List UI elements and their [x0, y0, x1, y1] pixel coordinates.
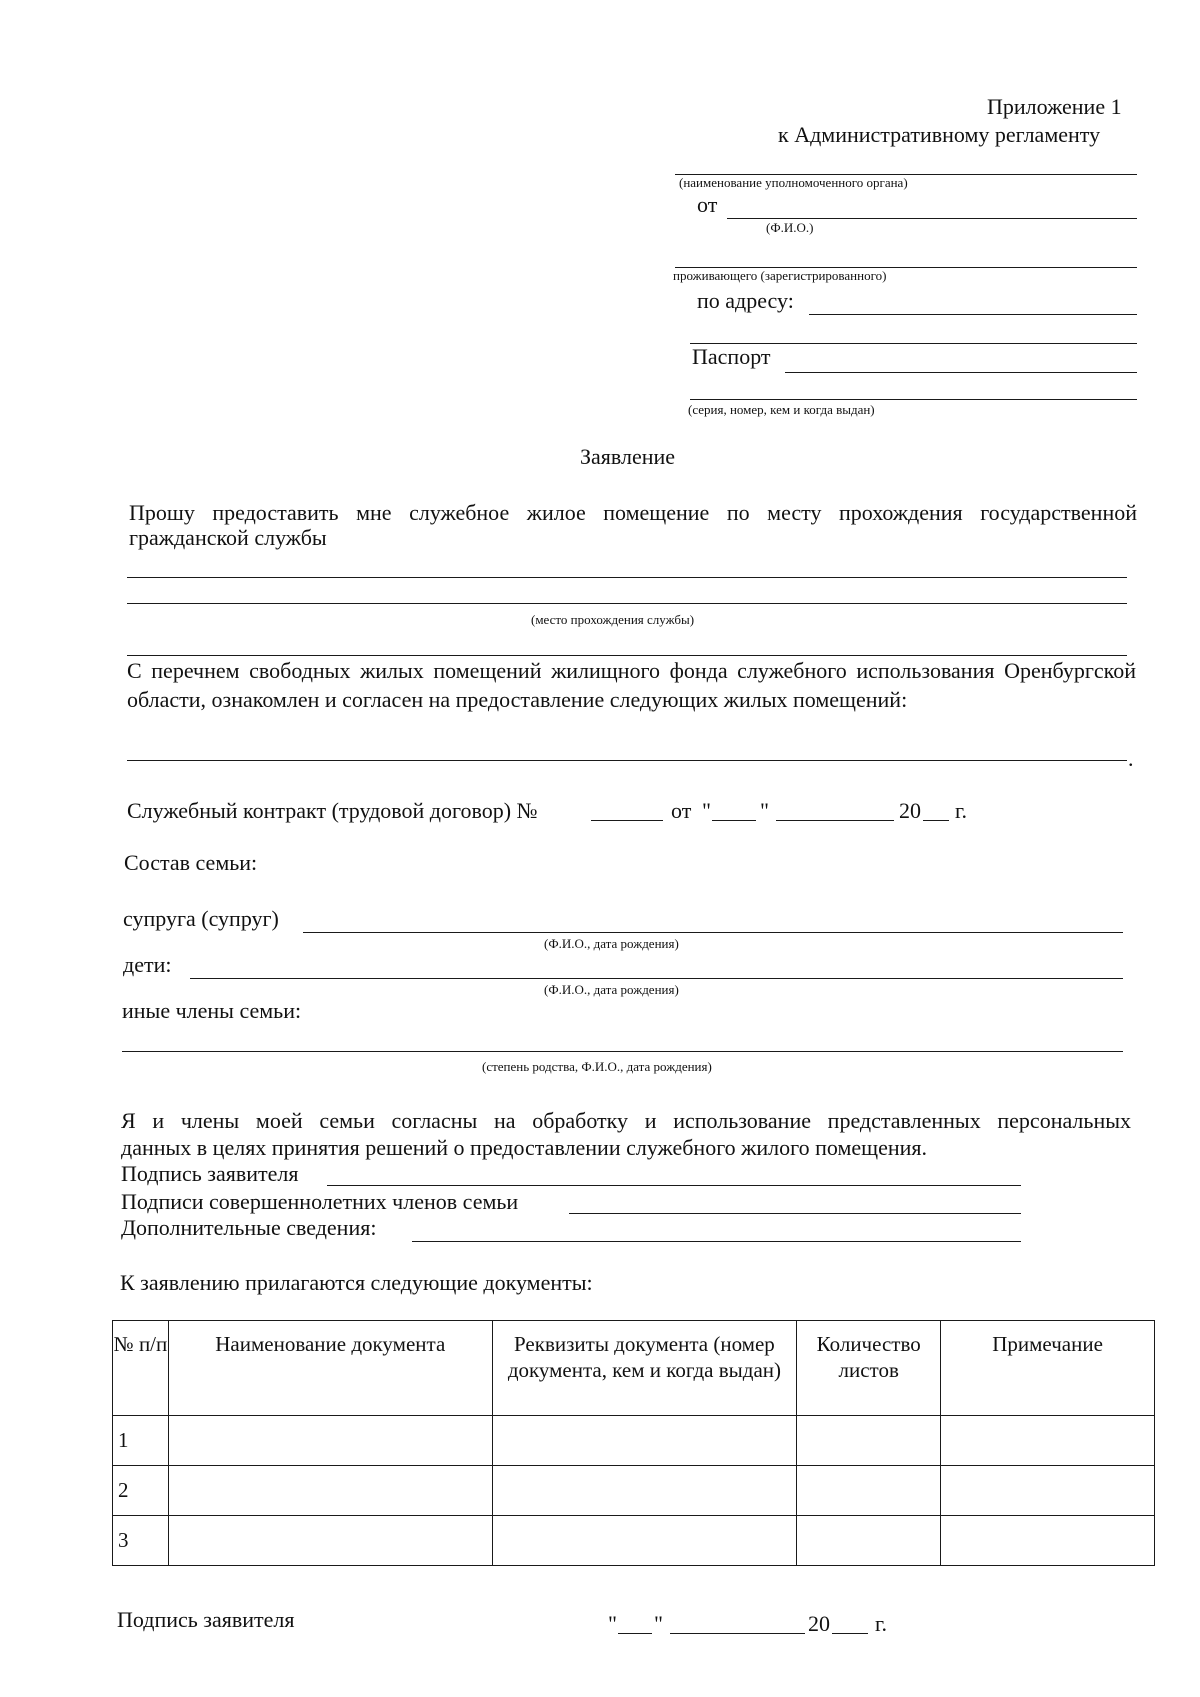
row-number: 1: [113, 1416, 169, 1466]
table-header-row: [113, 1321, 1155, 1416]
contract-year-suffix: г.: [955, 798, 968, 823]
table-cell[interactable]: [168, 1416, 492, 1466]
contract-day-line[interactable]: [712, 820, 756, 821]
consent-line-1: Я и члены моей семьи согласны на обработку и использование представленных персональных: [121, 1108, 1131, 1133]
children-hint: (Ф.И.О., дата рождения): [544, 982, 679, 997]
header-document-name: Наименование документа: [168, 1321, 492, 1416]
spouse-hint: (Ф.И.О., дата рождения): [544, 936, 679, 951]
spouse-line[interactable]: [303, 932, 1123, 933]
additional-info-line[interactable]: [412, 1241, 1021, 1242]
table-cell[interactable]: [168, 1516, 492, 1566]
header-document-details: Реквизиты документа (номер документа, кем и когда выдан): [492, 1321, 797, 1416]
passport-label: Паспорт: [692, 344, 771, 369]
header-number: № п/п: [113, 1321, 169, 1416]
documents-table: [112, 1320, 1155, 1566]
table-cell[interactable]: [941, 1516, 1155, 1566]
table-cell[interactable]: [797, 1516, 941, 1566]
additional-info-label: Дополнительные сведения:: [121, 1215, 377, 1240]
from-label: от: [697, 192, 718, 217]
table-row: [113, 1516, 1155, 1566]
contract-year-prefix: 20: [899, 798, 921, 823]
footer-month-line[interactable]: [670, 1633, 805, 1634]
adult-signatures-label: Подписи совершеннолетних членов семьи: [121, 1189, 519, 1214]
header-sheet-count: Количество листов: [797, 1321, 941, 1416]
passport-line-2[interactable]: [690, 399, 1137, 400]
others-label: иные члены семьи:: [122, 998, 302, 1023]
footer-year-prefix: 20: [808, 1611, 830, 1636]
others-hint: (степень родства, Ф.И.О., дата рождения): [482, 1059, 712, 1074]
regulation-label: к Административному регламенту: [778, 122, 1101, 147]
passport-hint: (серия, номер, кем и когда выдан): [688, 402, 875, 417]
table-row: [113, 1416, 1155, 1466]
attachments-intro: К заявлению прилагаются следующие документы:: [120, 1270, 593, 1295]
residence-hint: проживающего (зарегистрированного): [673, 268, 887, 283]
table-cell[interactable]: [797, 1466, 941, 1516]
appendix-label: Приложение 1: [987, 94, 1122, 119]
table-cell[interactable]: [941, 1466, 1155, 1516]
row-number: 2: [113, 1466, 169, 1516]
table-cell[interactable]: [492, 1466, 797, 1516]
header-note: Примечание: [941, 1321, 1155, 1416]
table-cell[interactable]: [492, 1416, 797, 1466]
housing-list-paragraph: С перечнем свободных жилых помещений жилищного фонда служебного использования Оренбургской области, ознакомлен и согласен на предоставление следующих жилых помещений:: [127, 658, 1136, 712]
children-line[interactable]: [190, 978, 1123, 979]
service-place-hint: (место прохождения службы): [531, 612, 695, 627]
page-title: Заявление: [580, 444, 676, 469]
table-cell[interactable]: [168, 1466, 492, 1516]
request-line-1: Прошу предоставить мне служебное жилое помещение по месту прохождения государственной: [129, 500, 1137, 525]
adult-signatures-line[interactable]: [569, 1213, 1021, 1214]
footer-signature-label: Подпись заявителя: [117, 1607, 295, 1632]
table-cell[interactable]: [492, 1516, 797, 1566]
children-label: дети:: [123, 952, 172, 977]
authority-hint: (наименование уполномоченного органа): [679, 175, 908, 190]
footer-year-line[interactable]: [832, 1633, 868, 1634]
fio-hint: (Ф.И.О.): [766, 220, 814, 235]
row-number: 3: [113, 1516, 169, 1566]
others-line[interactable]: [122, 1051, 1123, 1052]
service-place-line-1[interactable]: [127, 577, 1127, 578]
fio-line[interactable]: [727, 218, 1137, 219]
contract-month-line[interactable]: [776, 820, 894, 821]
contract-from: от: [671, 798, 692, 823]
table-cell[interactable]: [941, 1416, 1155, 1466]
contract-label: Служебный контракт (трудовой договор) №: [127, 798, 538, 823]
contract-year-line[interactable]: [923, 820, 949, 821]
footer-day-line[interactable]: [618, 1633, 652, 1634]
request-line-2: гражданской службы: [129, 525, 327, 550]
table-row: [113, 1466, 1155, 1516]
consent-line-2: данных в целях принятия решений о предоставлении служебного жилого помещения.: [121, 1135, 928, 1160]
spouse-label: супруга (супруг): [123, 906, 279, 931]
table-cell[interactable]: [797, 1416, 941, 1466]
applicant-signature-line[interactable]: [327, 1185, 1021, 1186]
passport-line[interactable]: [785, 372, 1137, 373]
footer-year-suffix: г.: [875, 1611, 888, 1636]
address-line[interactable]: [809, 314, 1137, 315]
applicant-signature-label: Подпись заявителя: [121, 1161, 299, 1186]
family-title: Состав семьи:: [124, 850, 258, 875]
service-place-line-2[interactable]: [127, 603, 1127, 604]
housing-line[interactable]: [127, 760, 1127, 761]
address-label: по адресу:: [697, 288, 794, 313]
contract-number-line[interactable]: [591, 820, 663, 821]
